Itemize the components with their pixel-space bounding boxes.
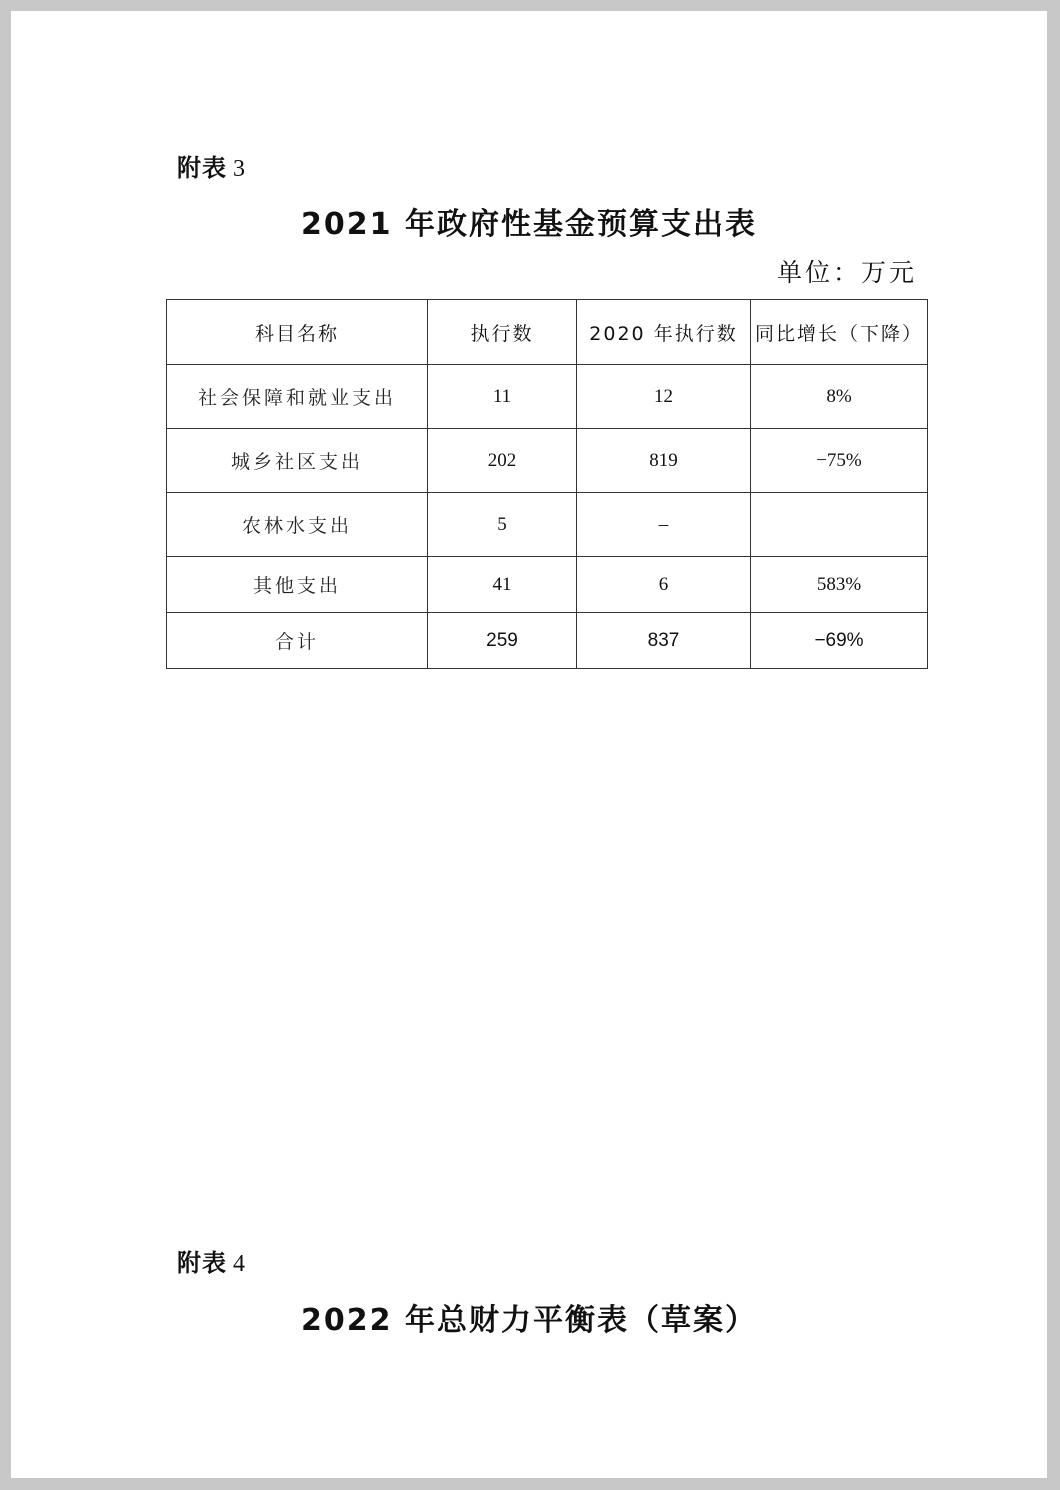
- fund-expenditure-table: [166, 299, 928, 669]
- row-exec-2020: 819: [577, 429, 751, 493]
- annex-4-number: 4: [233, 1251, 246, 1277]
- total-growth: −69%: [751, 613, 928, 669]
- annex-4-label: [177, 1243, 246, 1278]
- header-exec: 执行数: [428, 300, 577, 365]
- table-row: [167, 365, 928, 429]
- annex-4-title: 2022 年总财力平衡表（草案）: [301, 1303, 757, 1338]
- total-exec: 259: [428, 613, 577, 669]
- annex-3-label-text: 附表: [177, 154, 227, 182]
- row-exec: 202: [428, 429, 577, 493]
- table-row: [167, 557, 928, 613]
- annex-3-number: 3: [233, 156, 246, 182]
- header-growth: 同比增长（下降）: [751, 300, 928, 365]
- row-name: 社会保障和就业支出: [167, 365, 428, 429]
- table-total-row: [167, 613, 928, 669]
- row-growth: 8%: [751, 365, 928, 429]
- header-item-name: 科目名称: [167, 300, 428, 365]
- total-label: 合计: [167, 613, 428, 669]
- row-exec: 11: [428, 365, 577, 429]
- row-growth: 583%: [751, 557, 928, 613]
- row-exec-2020: 12: [577, 365, 751, 429]
- annex-4-label-text: 附表: [177, 1249, 227, 1277]
- annex-3-label: [177, 148, 246, 183]
- row-exec: 41: [428, 557, 577, 613]
- row-name: 农林水支出: [167, 493, 428, 557]
- table-header-row: [167, 300, 928, 365]
- header-exec-2020: 2020 年执行数: [577, 300, 751, 365]
- row-growth: [751, 493, 928, 557]
- row-exec-2020: 6: [577, 557, 751, 613]
- unit-label: 单位：万元: [776, 258, 917, 287]
- table-row: [167, 429, 928, 493]
- row-exec-2020: –: [577, 493, 751, 557]
- row-name: 其他支出: [167, 557, 428, 613]
- row-growth: −75%: [751, 429, 928, 493]
- row-name: 城乡社区支出: [167, 429, 428, 493]
- row-exec: 5: [428, 493, 577, 557]
- annex-3-title: 2021 年政府性基金预算支出表: [301, 207, 757, 242]
- table-row: [167, 493, 928, 557]
- total-exec-2020: 837: [577, 613, 751, 669]
- document-page: [11, 11, 1047, 1478]
